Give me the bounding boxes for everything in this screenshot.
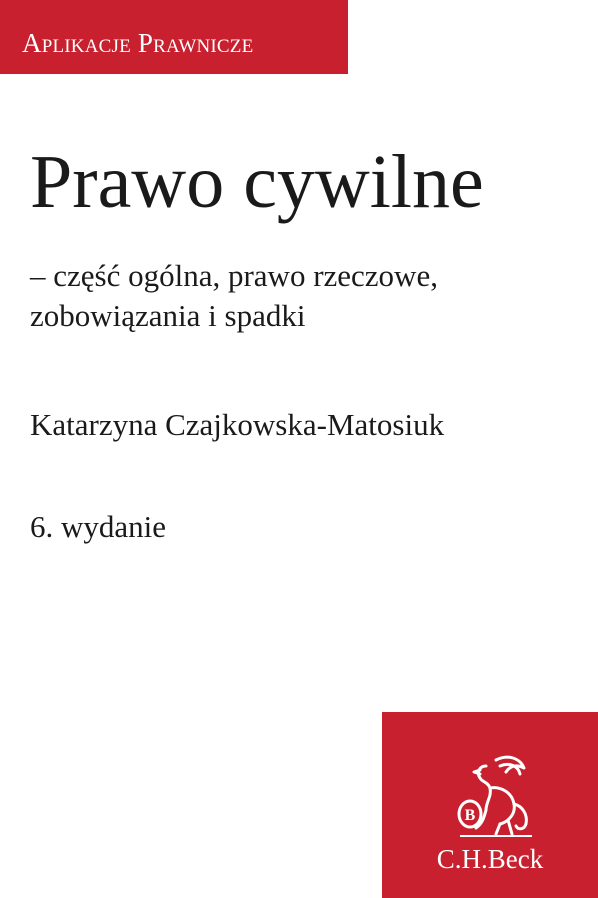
publisher-name: C.H.Beck	[436, 844, 544, 874]
publisher-block	[382, 712, 598, 898]
book-title: Prawo cywilne	[30, 140, 484, 224]
series-band	[0, 0, 348, 74]
book-edition: 6. wydanie	[30, 509, 167, 544]
subtitle-line-2: zobowiązania i spadki	[30, 298, 306, 333]
book-subtitle	[30, 256, 438, 336]
griffin-logo-icon	[456, 752, 536, 840]
book-author: Katarzyna Czajkowska-Matosiuk	[30, 407, 445, 442]
logo-monogram: B	[464, 807, 476, 824]
series-label: Aplikacje Prawnicze	[22, 28, 254, 58]
subtitle-line-1: – część ogólna, prawo rzeczowe,	[30, 258, 438, 293]
